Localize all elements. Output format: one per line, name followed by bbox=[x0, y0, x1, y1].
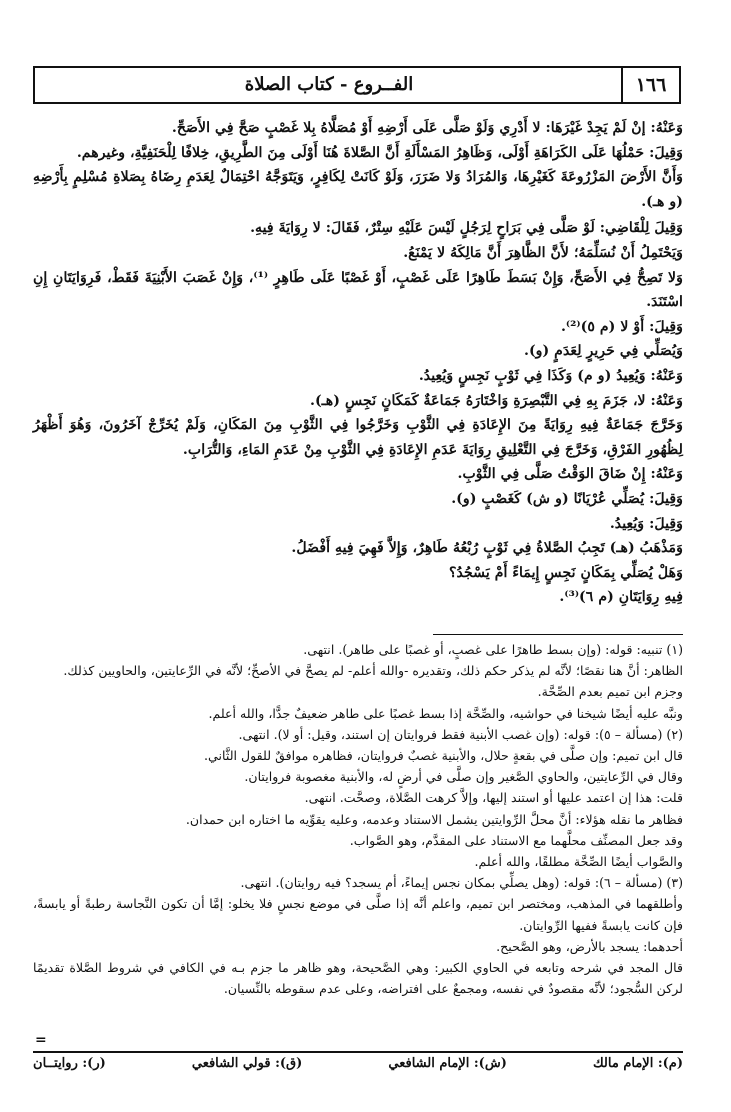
main-paragraph: وَعَنْهُ: إنْ لَمْ يَجِدْ غَيْرَهَا: لا أَدْرِي وَلَوْ صَلَّى عَلَى أَرْضِهِ أَوْ مُصَلَّاهُ بِلا غَصْبٍ صَحَّ فِي الأَصَحِّ. bbox=[171, 120, 683, 136]
footnote-line: ونبَّه عليه أيضًا شيخنا في حواشيه، والصِّحَّة إذا بسط غصبًا على طاهر ضعيفٌ جدًّا، والله أعلم. bbox=[208, 705, 683, 721]
main-paragraph: وَقِيلَ: أَوْ لا (م ٥)⁽²⁾. bbox=[560, 318, 683, 335]
footnote-line: وقد جعل المصنِّف محلَّهما مع الاستناد على المقدَّم، وهو الصَّواب. bbox=[349, 832, 683, 848]
main-paragraph: وَأَنَّ الأَرْضَ المَزْرُوعَةَ كَغَيْرِهَا، وَالمُرَادُ وَلا ضَرَرَ، وَلَوْ كَانَتْ لِكَافِرٍ، وَيَتَوَجَّهُ احْتِمَالٌ لِعَدَمِ رِضَاهُ بِصَلاةِ مُسْلِمٍ بِأَرْضِهِ (و هـ). bbox=[33, 169, 683, 210]
abbreviation-legend bbox=[33, 1056, 683, 1080]
footnote-line: وأطلقهما في المذهب، ومختصر ابن تميم، واعلم أنَّه إذا صلَّى في موضع نجسٍ فلا يخلو: إمَّا أن تكون النَّجاسة رطبةً أو يابسةً، فإن كانت يابسةً ففيها الرِّوايتان. bbox=[33, 896, 683, 933]
main-paragraph: وَمَذْهَبُ (هـ) تَجِبُ الصَّلاةُ فِي ثَوْبٍ رُبْعُهُ طَاهِرٌ، وَإِلاَّ فَهِيَ فِيهِ أَفْضَلُ. bbox=[291, 540, 683, 557]
main-paragraph: وَعَنْهُ: إِنْ ضَاقَ الوَقْتُ صَلَّى فِي الثَّوْبِ. bbox=[457, 466, 683, 483]
footnote-line: والصَّواب أيضًا الصِّحَّة مطلقًا، والله أعلم. bbox=[474, 854, 683, 870]
continuation-mark: = bbox=[35, 1032, 47, 1048]
main-paragraph: وَلا تَصِحُّ فِي الأَصَحِّ، وَإِنْ بَسَطَ طَاهِرًا عَلَى غَصْبٍ، أَوْ غَصْبًا عَلَى طَاهِرٍ ⁽¹⁾، وَإِنْ غَصَبَ الأَبْنِيَةَ فَقَطْ، فَرِوَايَتَانِ إِنِ اسْتَنَدَ. bbox=[33, 269, 683, 311]
main-paragraph: وَعَنْهُ: وَيُعِيدُ (و م) وَكَذَا فِي ثَوْبٍ نَجِسٍ وَيُعِيدُ. bbox=[418, 367, 683, 384]
main-paragraph: وَقِيلَ: وَيُعِيدُ. bbox=[609, 515, 683, 532]
main-paragraph: وَقِيلَ: يُصَلِّي عُرْيَانًا (و ش) كَغَصْبٍ (و). bbox=[451, 490, 683, 507]
main-text bbox=[33, 116, 683, 610]
main-paragraph: وَهَلْ يُصَلِّي بِمَكَانٍ نَجِسٍ إِيمَاءً أَمْ يَسْجُدُ؟ bbox=[449, 564, 683, 581]
footnote-line: أحدهما: يسجد بالأرض، وهو الصَّحيح. bbox=[496, 938, 683, 954]
main-paragraph: وَيَحْتَمِلُ أَنْ نُسَلِّمَهُ؛ لأَنَّ الظَّاهِرَ أَنَّ مَالِكَهُ لا يَمْنَعُ. bbox=[403, 244, 683, 261]
footnote-line: وجزم ابن تميم بعدم الصِّحَّة. bbox=[537, 684, 683, 700]
footnote-line: قلت: هذا إن اعتمد عليها أو استند إليها، وإلاَّ كرهت الصَّلاة، وصحَّت. انتهى. bbox=[304, 790, 683, 806]
legend-shafii: (ش): الإمام الشافعي bbox=[388, 1056, 507, 1071]
footnote-line: (٣) (مسألة – ٦): قوله: (وهل يصلِّي بمكان نجس إيماءً، أم يسجد؟ فيه روايتان). انتهى. bbox=[240, 875, 683, 891]
page-number: ١٦٦ bbox=[621, 68, 679, 102]
legend-two-narrations: (ر): روايتــان bbox=[33, 1056, 106, 1071]
footnote-line: الظاهر: أنَّ هنا نقصًا؛ لأنَّه لم يذكر حكم ذلك، وتقديره -والله أعلم- لم يصحَّ في الأصحِّ؛ لأنَّه في الرِّعايتين، والحاويين كذلك. bbox=[63, 663, 683, 679]
footnote-line: قال ابن تميم: وإن صلَّى في بقعةٍ حلال، والأبنية غصبٌ فروايتان، فظاهره موافقٌ للقول الثَّاني. bbox=[204, 748, 683, 764]
main-paragraph: فِيهِ رِوَايَتَانِ (م ٦)⁽³⁾. bbox=[559, 589, 683, 606]
main-paragraph: وَخَرَّجَ جَمَاعَةٌ فِيهِ رِوَايَةً مِنَ الإِعَادَةِ فِي الثَّوْبِ وَخَرَّجُوا فِي الثَّوْبِ مِنَ المَكَانِ، وَلَمْ يُخَرِّجْ آخَرُونَ، وَهُوَ أَظْهَرُ لِظُهُورِ الفَرْقِ، وَخَرَّجَ فِي التَّعْلِيقِ رِوَايَةَ عَدَمِ الإِعَادَةِ فِي الثَّوْبِ مِنْ عَدَمِ المَاءِ، وَالتُّرَابِ. bbox=[33, 417, 683, 458]
main-paragraph: وَيُصَلِّي فِي حَرِيرٍ لِعَدَمٍ (و). bbox=[524, 343, 683, 360]
running-title: الفــروع - كتاب الصلاة bbox=[244, 74, 414, 95]
footer-rule bbox=[33, 1051, 683, 1053]
footnote-line: قال المجد في شرحه وتابعه في الحاوي الكبير: وهي الصَّحيحة، وهو ظاهر ما جزم بـه في الكافي في شروط الصَّلاة تقديمًا لركن السُّجود؛ لأنَّه مقصودٌ في نفسه، ومجمعٌ على افتراضه، وعلى عدم سقوطه بالنِّسيان. bbox=[33, 960, 683, 997]
footnote-line: فظاهر ما نقله هؤلاء: أنَّ محلَّ الرِّوايتين يشمل الاستناد وعدمه، وعليه يقوِّيه ما اختاره ابن حمدان. bbox=[185, 811, 683, 827]
book-page bbox=[33, 66, 683, 1071]
footnotes bbox=[33, 639, 683, 999]
footnote-line: وقال في الرِّعايتين، والحاوي الصَّغير وإن صلَّى في أرضٍ له، والأبنية مغصوبة فروايتان. bbox=[244, 769, 683, 785]
footnote-separator bbox=[433, 634, 683, 635]
main-paragraph: وَقِيلَ: حَمْلُهَا عَلَى الكَرَاهَةِ أَوْلَى، وَظَاهِرُ المَسْأَلَةِ أَنَّ الصَّلاةَ هُنَا أَوْلَى مِنَ الطَّرِيقِ، خِلافًا لِلْحَنَفِيَّةِ، وغيرهم. bbox=[76, 144, 683, 161]
legend-malik: (م): الإمام مالك bbox=[592, 1056, 683, 1071]
main-paragraph: وَعَنْهُ: لا، جَزَمَ بِهِ فِي التَّبْصِرَةِ وَاخْتَارَهُ جَمَاعَةٌ كَمَكَانٍ نَجِسٍ (هـ). bbox=[310, 392, 683, 409]
footnote-line: (١) تنبيه: قوله: (وإن بسط طاهرًا على غصبٍ، أو غصبًا على طاهر). انتهى. bbox=[303, 642, 683, 657]
footnote-line: (٢) (مسألة – ٥): قوله: (وإن غصب الأبنية فقط فروايتان إن استند، وقيل: أو لا). انتهى. bbox=[238, 726, 683, 742]
page-header bbox=[33, 66, 681, 104]
legend-shafii-two-opinions: (ق): قولي الشافعي bbox=[191, 1056, 303, 1071]
main-paragraph: وَقِيلَ لِلْقَاضِي: لَوْ صَلَّى فِي بَرَاحٍ لِرَجُلٍ لَيْسَ عَلَيْهِ سِتْرٌ، فَقَالَ: لا رِوَايَةَ فِيهِ. bbox=[250, 220, 683, 237]
